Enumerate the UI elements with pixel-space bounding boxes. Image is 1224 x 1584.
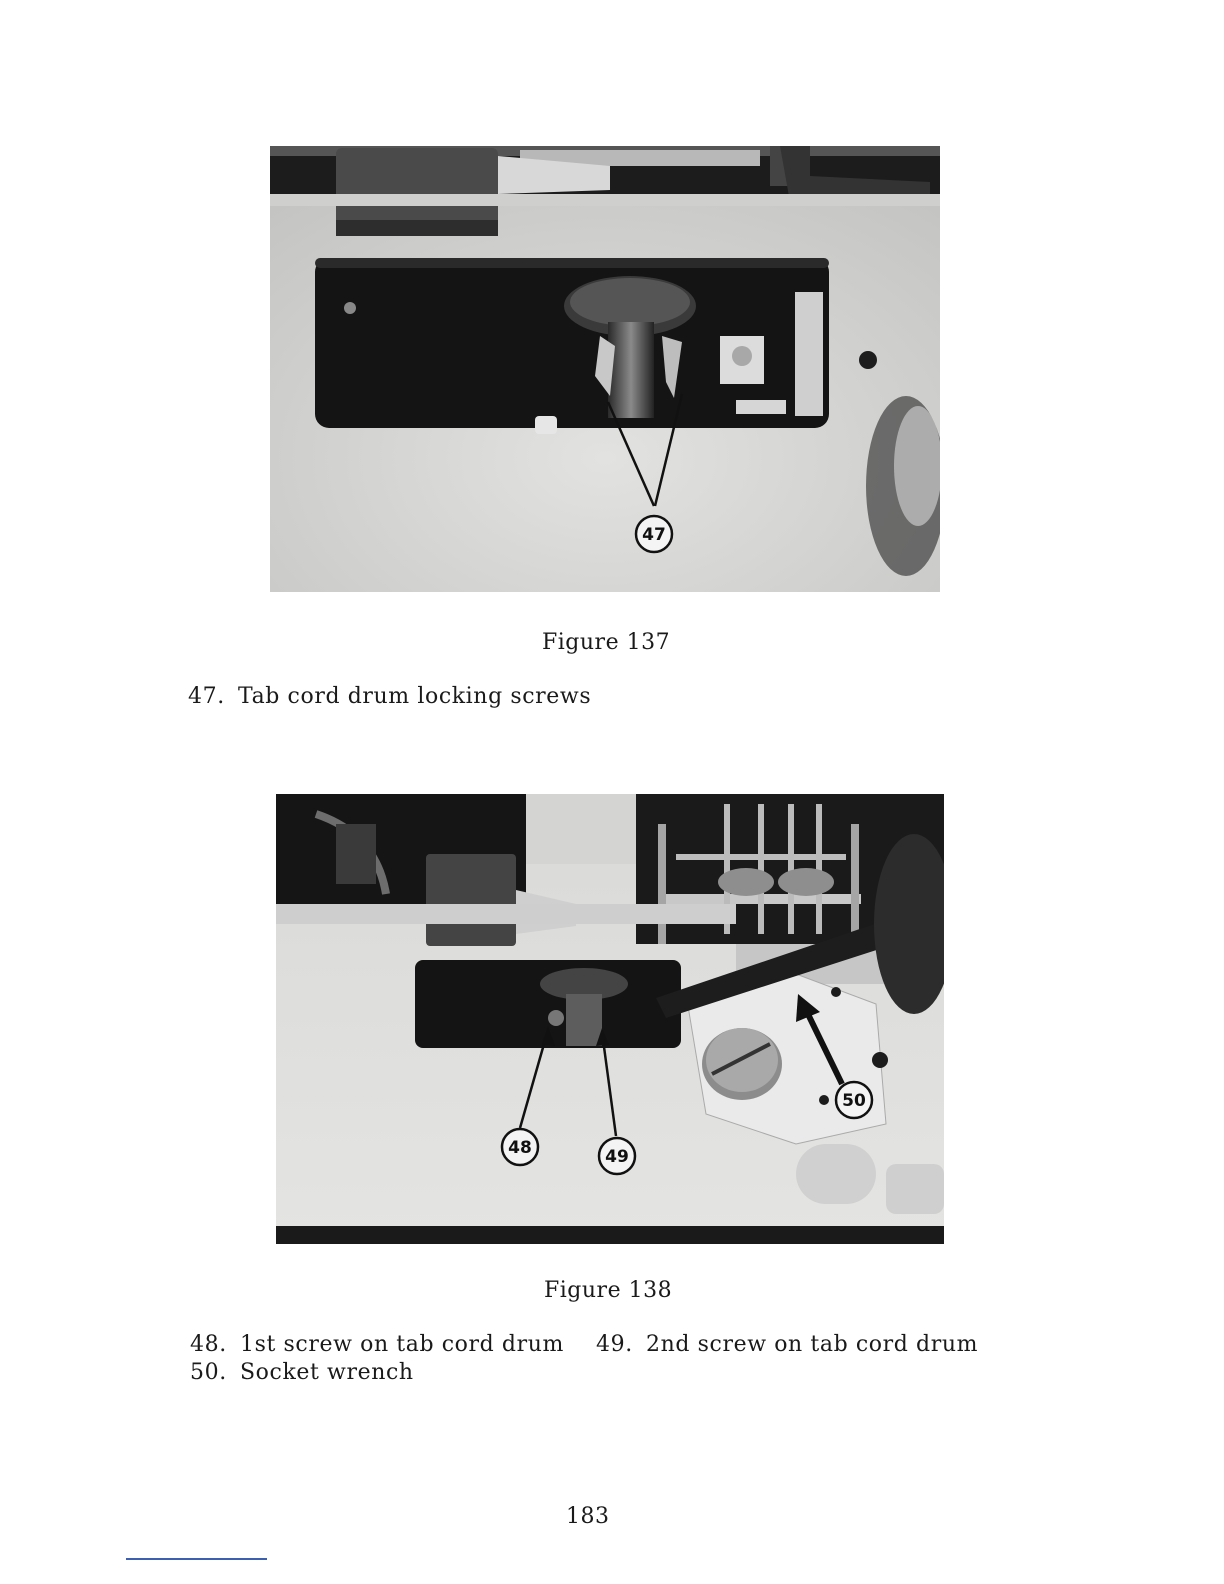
legend-number: 49.: [596, 1332, 633, 1357]
figure-138-legend-item: [190, 1360, 414, 1385]
figure-137-caption: Figure 137: [542, 630, 671, 655]
legend-number: 50.: [190, 1360, 227, 1385]
footer-rule: [126, 1558, 267, 1560]
callout-47: 47: [642, 525, 666, 545]
legend-text: 2nd screw on tab cord drum: [646, 1332, 979, 1357]
legend-number: 48.: [190, 1332, 227, 1357]
figure-138-legend-item: [596, 1332, 978, 1357]
figure-137-legend-item: [188, 684, 591, 709]
figure-138-photo: [276, 794, 944, 1244]
figure-138-caption: Figure 138: [544, 1278, 673, 1303]
callout-49: 49: [605, 1147, 629, 1167]
page-number: 183: [566, 1504, 610, 1529]
figure-137-photo: [270, 146, 940, 592]
callout-48: 48: [508, 1138, 532, 1158]
legend-text: Socket wrench: [240, 1360, 414, 1385]
legend-number: 47.: [188, 684, 225, 709]
legend-text: Tab cord drum locking screws: [238, 684, 592, 709]
legend-text: 1st screw on tab cord drum: [240, 1332, 564, 1357]
callout-50: 50: [842, 1091, 866, 1111]
figure-138-legend-item: [190, 1332, 564, 1357]
